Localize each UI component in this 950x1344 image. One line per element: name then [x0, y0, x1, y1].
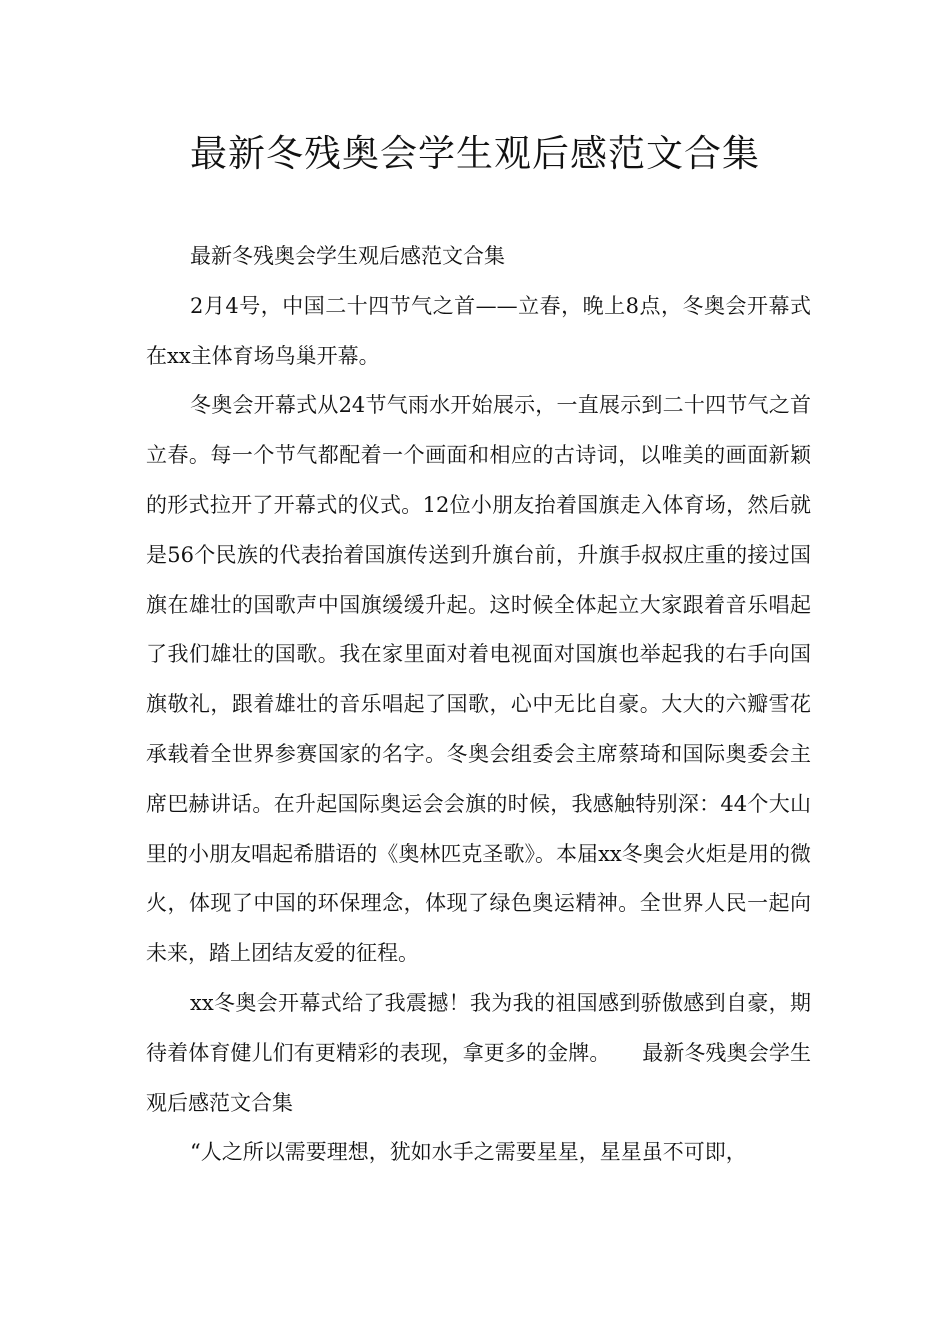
- paragraph-subtitle: 最新冬残奥会学生观后感范文合集: [190, 244, 505, 268]
- document-title: 最新冬残奥会学生观后感范文合集: [190, 132, 760, 175]
- paragraph-main: 冬奥会开幕式从24节气雨水开始展示，一直展示到二十四节气之首立春。每一个节气都配着一个画面和相应的古诗词，以唯美的画面新颖的形式拉开了开幕式的仪式。12位小朋友抬着国旗走入体育场，然后就是56个民族的代表抬着国旗传送到升旗台前，升旗手叔叔庄重的接过国旗在雄壮的国歌声中国旗缓缓升起。这时候全体起立大家跟着音乐唱起了我们雄壮的国歌。我在家里面对着电视面对国旗也举起我的右手向国旗敬礼，跟着雄壮的音乐唱起了国歌，心中无比自豪。大大的六瓣雪花承载着全世界参赛国家的名字。冬奥会组委会主席蔡琦和国际奥委会主席巴赫讲话。在升起国际奥运会会旗的时候，我感触特别深：44个大山里的小朋友唱起希腊语的《奥林匹克圣歌》。本届xx冬奥会火炬是用的微火，体现了中国的环保理念，体现了绿色奥运精神。全世界人民一起向未来，踏上团结友爱的征程。: [146, 393, 811, 966]
- paragraph-conclusion: xx冬奥会开幕式给了我震撼！我为我的祖国感到骄傲感到自豪，期待着体育健儿们有更精彩的表现，拿更多的金牌。 最新冬残奥会学生观后感范文合集: [146, 990, 811, 1115]
- document-body: [146, 232, 811, 1178]
- paragraph-quote: “人之所以需要理想，犹如水手之需要星星，星星虽不可即，: [190, 1140, 747, 1165]
- paragraph-intro: 2月4号，中国二十四节气之首——立春，晚上8点，冬奥会开幕式在xx主体育场鸟巢开幕。: [146, 293, 811, 368]
